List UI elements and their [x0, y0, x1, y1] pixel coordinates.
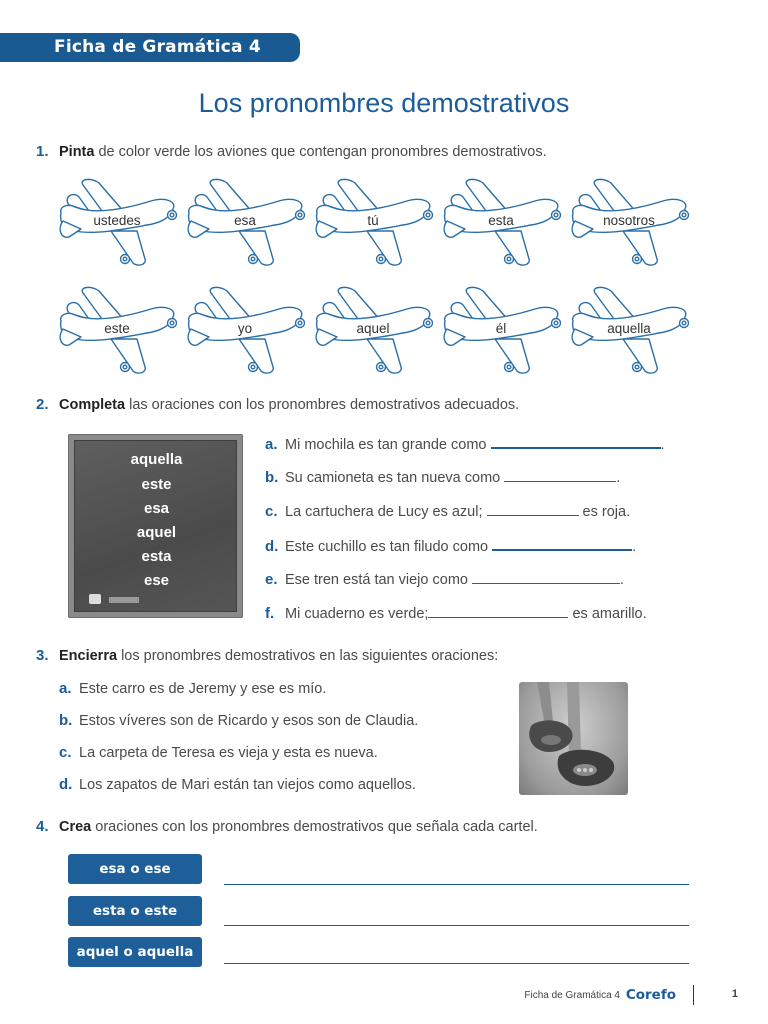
answer-blank[interactable] — [472, 569, 620, 584]
shoes-photo — [519, 682, 628, 795]
exercise-2-number: 2. — [36, 396, 49, 413]
answer-blank[interactable] — [492, 535, 632, 551]
sign-label: esta o este — [68, 896, 202, 926]
exercise-1-number: 1. — [36, 143, 49, 160]
item-letter: f. — [265, 605, 275, 622]
airplane[interactable] — [311, 175, 435, 267]
airplane[interactable] — [55, 175, 179, 267]
airplane-word: esa — [234, 213, 256, 228]
airplane-word: aquel — [356, 321, 390, 336]
chalkboard-word: esa — [143, 500, 170, 517]
writing-line[interactable] — [224, 925, 689, 926]
airplane-word: ustedes — [93, 213, 141, 228]
exercise-2-text: las oraciones con los pronombres demostrativos adecuados. — [125, 397, 520, 413]
item-sentence[interactable]: Estos víveres son de Ricardo y esos son de Claudia. — [79, 713, 419, 729]
exercise-2-item — [265, 433, 665, 453]
chalkboard-word: aquel — [136, 524, 177, 541]
item-text-before: Mi cuaderno es verde; — [285, 606, 429, 622]
item-letter: c. — [59, 744, 72, 761]
airplane-word: tú — [367, 213, 379, 228]
item-letter: d. — [59, 776, 73, 793]
exercise-3-text: los pronombres demostrativos en las siguientes oraciones: — [117, 648, 499, 664]
answer-blank[interactable] — [491, 433, 661, 449]
eraser-icon — [109, 597, 139, 603]
exercise-2-item — [265, 569, 624, 588]
chalkboard — [68, 434, 243, 618]
answer-blank[interactable] — [428, 603, 568, 618]
page-number: 1 — [731, 988, 738, 1000]
exercise-1-instruction — [36, 143, 547, 160]
exercise-4-verb: Crea — [59, 819, 92, 835]
airplane[interactable] — [183, 283, 307, 375]
exercise-3-item — [59, 680, 326, 697]
chalkboard-word: aquella — [130, 451, 183, 468]
airplane-word: este — [104, 321, 130, 336]
writing-line[interactable] — [224, 963, 689, 964]
chalk-icon — [89, 594, 101, 604]
page-title: Los pronombres demostrativos — [198, 88, 570, 118]
footer-title: Ficha de Gramática 4 — [524, 990, 620, 1001]
exercise-3-item — [59, 712, 418, 729]
airplane-word: nosotros — [603, 213, 655, 228]
item-sentence[interactable]: Los zapatos de Mari están tan viejos como aquellos. — [79, 777, 416, 793]
answer-blank[interactable] — [504, 467, 616, 482]
airplane[interactable] — [567, 283, 691, 375]
writing-line[interactable] — [224, 884, 689, 885]
item-letter: a. — [59, 680, 72, 697]
chalkboard-word: ese — [143, 572, 170, 589]
exercise-1-text: de color verde los aviones que contengan pronombres demostrativos. — [94, 144, 547, 160]
airplane[interactable] — [439, 175, 563, 267]
item-letter: c. — [265, 503, 278, 520]
item-letter: e. — [265, 571, 278, 588]
airplane-word: yo — [237, 321, 253, 336]
exercise-4-text: oraciones con los pronombres demostrativos que señala cada cartel. — [91, 819, 538, 835]
sign-label: aquel o aquella — [68, 937, 202, 967]
item-text-before: Su camioneta es tan nueva como — [285, 470, 505, 486]
item-text-after: es roja. — [578, 504, 631, 520]
airplane[interactable] — [311, 283, 435, 375]
exercise-3-number: 3. — [36, 647, 49, 664]
item-text-after: es amarillo. — [568, 606, 647, 622]
item-text-after: . — [660, 437, 665, 453]
item-text-after: . — [616, 470, 621, 486]
exercise-2-item — [265, 535, 636, 555]
sign-label: esa o ese — [68, 854, 202, 884]
footer-divider — [693, 985, 694, 1005]
item-text-after: . — [632, 539, 637, 555]
chalkboard-word: esta — [141, 548, 172, 565]
item-text-before: Este cuchillo es tan filudo como — [285, 539, 493, 555]
exercise-2-verb: Completa — [59, 397, 126, 413]
chalkboard-surface — [74, 440, 237, 612]
exercise-1-verb: Pinta — [59, 144, 95, 160]
airplane[interactable] — [439, 283, 563, 375]
airplane-word: esta — [488, 213, 514, 228]
header-tab-label: Ficha de Gramática 4 — [54, 37, 261, 57]
exercise-2-instruction — [36, 396, 519, 413]
airplane-word: aquella — [607, 321, 651, 336]
exercise-2-item — [265, 467, 620, 486]
item-text-after: . — [620, 572, 625, 588]
airplane[interactable] — [55, 283, 179, 375]
footer — [518, 988, 738, 1004]
exercise-3-item — [59, 744, 378, 761]
airplane[interactable] — [183, 175, 307, 267]
item-sentence[interactable]: Este carro es de Jeremy y ese es mío. — [79, 681, 327, 697]
item-text-before: Ese tren está tan viejo como — [285, 572, 472, 588]
item-text-before: La cartuchera de Lucy es azul; — [285, 504, 487, 520]
item-letter: b. — [59, 712, 73, 729]
exercise-4-number: 4. — [36, 818, 49, 835]
item-letter: a. — [265, 436, 278, 453]
exercise-2-item — [265, 501, 630, 520]
header-tab — [0, 33, 300, 62]
exercise-3-instruction — [36, 647, 498, 664]
item-letter: b. — [265, 469, 279, 486]
airplane-word: él — [495, 321, 507, 336]
airplane[interactable] — [567, 175, 691, 267]
item-text-before: Mi mochila es tan grande como — [285, 437, 491, 453]
shoes-icon — [519, 682, 628, 795]
exercise-3-verb: Encierra — [59, 648, 118, 664]
exercise-3-item — [59, 776, 416, 793]
exercise-2-item — [265, 603, 647, 622]
item-letter: d. — [265, 538, 279, 555]
airplane-grid — [55, 175, 705, 375]
exercise-4-instruction — [36, 818, 538, 835]
item-sentence[interactable]: La carpeta de Teresa es vieja y esta es nueva. — [79, 745, 378, 761]
chalkboard-word: este — [141, 476, 172, 493]
footer-brand: Corefo — [625, 987, 676, 1003]
answer-blank[interactable] — [487, 501, 579, 516]
